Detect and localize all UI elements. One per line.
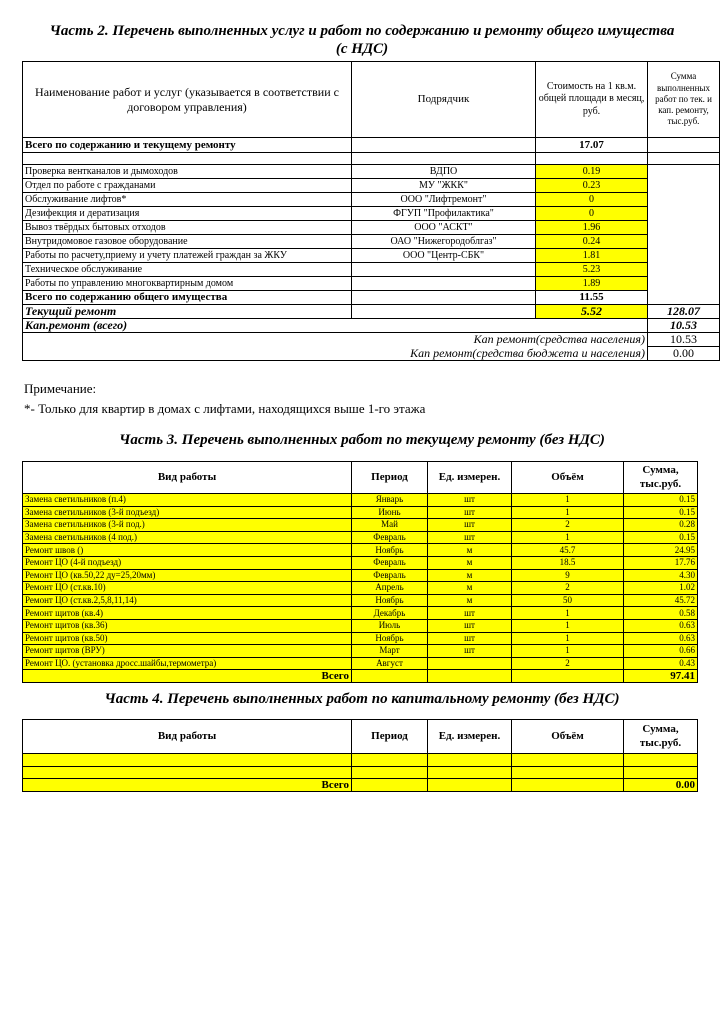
work-row-volume: 9 — [512, 569, 624, 582]
part3-title: Часть 3. Перечень выполненных работ по текущему ремонту (без НДС) — [119, 432, 605, 448]
service-row: Отдел по работе с гражданами МУ "ЖКК" 0.23 — [23, 179, 720, 193]
service-row: Работы по расчету,приему и учету платежей граждан за ЖКУ ООО "Центр-СБК" 1.81 — [23, 249, 720, 263]
p4-header-sum: Сумма, тыс.руб. — [624, 720, 698, 754]
part3-total-sum: 97.41 — [624, 670, 698, 683]
work-row-volume: 18.5 — [512, 556, 624, 569]
work-row-volume: 50 — [512, 594, 624, 607]
work-row-period: Февраль — [352, 531, 428, 544]
row-spacer — [23, 153, 720, 165]
work-row-period: Июль — [352, 619, 428, 632]
work-row-unit: м — [428, 544, 512, 557]
header-sum: Сумма выполненных работ по тек. и кап. ремонту, тыс.руб. — [648, 62, 720, 138]
note-text: *- Только для квартир в домах с лифтами, находящихся выше 1-го этажа — [24, 401, 426, 416]
work-row-volume: 1 — [512, 506, 624, 519]
row-cap-repair — [23, 319, 720, 333]
work-row-period: Апрель — [352, 582, 428, 595]
work-row-sum: 0.66 — [624, 645, 698, 658]
part4-total-label: Всего — [23, 779, 352, 792]
work-row — [23, 582, 698, 595]
work-row-sum: 24.95 — [624, 544, 698, 557]
work-row-work: Ремонт ЦО. (установка дросс.шайбы,термометра) — [23, 657, 352, 670]
work-row-period: Январь — [352, 494, 428, 507]
work-row-period: Июнь — [352, 506, 428, 519]
work-row-work: Замена светильников (3-й под.) — [23, 519, 352, 532]
p4-header-volume: Объём — [512, 720, 624, 754]
work-row — [23, 556, 698, 569]
row-total-maint — [23, 291, 720, 305]
service-row: Дезифекция и дератизация ФГУП "Профилактика" 0 — [23, 207, 720, 221]
note-title: Примечание: — [24, 381, 97, 396]
work-row-period: Ноябрь — [352, 544, 428, 557]
row-current-repair — [23, 305, 720, 319]
part4-header-row — [23, 720, 698, 754]
work-row-sum: 0.43 — [624, 657, 698, 670]
row-total-maint-repair — [23, 138, 720, 153]
header-cost: Стоимость на 1 кв.м. общей площади в месяц, руб. — [536, 62, 648, 138]
total-maint-label: Всего по содержанию общего имущества — [23, 291, 352, 305]
work-row — [23, 632, 698, 645]
part4-empty-row — [23, 766, 698, 779]
work-row-unit: шт — [428, 607, 512, 620]
work-row-work: Ремонт ЦО (4-й подъезд) — [23, 556, 352, 569]
work-row — [23, 657, 698, 670]
service-row: Работы по управлению многоквартирным домом 1.89 — [23, 277, 720, 291]
part2-title — [10, 22, 714, 58]
work-row — [23, 594, 698, 607]
total-maint-repair-label: Всего по содержанию и текущему ремонту — [23, 138, 352, 153]
work-row — [23, 619, 698, 632]
work-row-work: Ремонт щитов (кв.4) — [23, 607, 352, 620]
work-row-period: Февраль — [352, 556, 428, 569]
work-row-volume: 1 — [512, 607, 624, 620]
cap-budget-label: Кап ремонт(средства бюджета и населения) — [23, 347, 648, 361]
total-maint-value: 11.55 — [536, 291, 648, 305]
service-row: Вывоз твёрдых бытовых отходов ООО "АСКТ" 1.96 — [23, 221, 720, 235]
work-row-unit: шт — [428, 494, 512, 507]
current-repair-label: Текущий ремонт — [23, 305, 352, 319]
work-row-volume: 1 — [512, 494, 624, 507]
work-row-unit: шт — [428, 519, 512, 532]
p3-header-sum: Сумма, тыс.руб. — [624, 462, 698, 494]
work-row-work: Замена светильников (4 под.) — [23, 531, 352, 544]
work-row-volume: 2 — [512, 657, 624, 670]
p4-header-period: Период — [352, 720, 428, 754]
work-row-volume: 45.7 — [512, 544, 624, 557]
p3-header-period: Период — [352, 462, 428, 494]
p3-header-unit: Ед. измерен. — [428, 462, 512, 494]
work-row-unit: шт — [428, 632, 512, 645]
work-row-period: Август — [352, 657, 428, 670]
part3-total-label: Всего — [23, 670, 352, 683]
cap-repair-label: Кап.ремонт (всего) — [23, 319, 352, 333]
work-row-period: Декабрь — [352, 607, 428, 620]
work-row-period: Ноябрь — [352, 594, 428, 607]
work-row-sum: 17.76 — [624, 556, 698, 569]
work-row-unit: шт — [428, 619, 512, 632]
cap-budget-sum: 0.00 — [648, 347, 720, 361]
work-row-sum: 4.30 — [624, 569, 698, 582]
total-maint-repair-value: 17.07 — [536, 138, 648, 153]
work-row-period: Март — [352, 645, 428, 658]
p4-header-work: Вид работы — [23, 720, 352, 754]
service-row: Обслуживание лифтов* ООО "Лифтремонт" 0 — [23, 193, 720, 207]
work-row-work: Ремонт щитов (кв.50) — [23, 632, 352, 645]
work-row-unit — [428, 657, 512, 670]
header-contractor: Подрядчик — [352, 62, 536, 138]
part3-body — [23, 494, 698, 670]
work-row-period: Февраль — [352, 569, 428, 582]
part2-header-row — [23, 62, 720, 138]
work-row-sum: 0.63 — [624, 632, 698, 645]
work-row-period: Май — [352, 519, 428, 532]
service-row: Внутридомовое газовое оборудование ОАО "Нижегородоблгаз" 0.24 — [23, 235, 720, 249]
work-row-sum: 0.15 — [624, 494, 698, 507]
p3-header-work: Вид работы — [23, 462, 352, 494]
work-row-unit: шт — [428, 531, 512, 544]
work-row-sum: 0.15 — [624, 506, 698, 519]
work-row-work: Ремонт щитов (кв.36) — [23, 619, 352, 632]
part2-table — [22, 61, 720, 361]
work-row-work: Замена светильников (3-й подъезд) — [23, 506, 352, 519]
work-row-work: Ремонт швов () — [23, 544, 352, 557]
work-row-period: Ноябрь — [352, 632, 428, 645]
work-row-work: Ремонт щитов (ВРУ) — [23, 645, 352, 658]
cap-repair-sum: 10.53 — [648, 319, 720, 333]
part3-header-row — [23, 462, 698, 494]
work-row-volume: 2 — [512, 519, 624, 532]
work-row-unit: м — [428, 582, 512, 595]
work-row — [23, 607, 698, 620]
part4-empty-row — [23, 754, 698, 767]
work-row-unit: м — [428, 569, 512, 582]
work-row-sum: 45.72 — [624, 594, 698, 607]
work-row-sum: 1.02 — [624, 582, 698, 595]
work-row-work: Замена светильников (п.4) — [23, 494, 352, 507]
work-row — [23, 519, 698, 532]
part2-title-line1: Часть 2. Перечень выполненных услуг и работ по содержанию и ремонту общего имущества — [49, 23, 675, 39]
work-row-sum: 0.58 — [624, 607, 698, 620]
work-row — [23, 531, 698, 544]
part3-total-row — [23, 670, 698, 683]
work-row-unit: шт — [428, 645, 512, 658]
work-row — [23, 645, 698, 658]
work-row — [23, 494, 698, 507]
work-row-work: Ремонт ЦО (ст.кв.10) — [23, 582, 352, 595]
p4-header-unit: Ед. измерен. — [428, 720, 512, 754]
current-repair-sum: 128.07 — [648, 305, 720, 319]
work-row-volume: 1 — [512, 531, 624, 544]
work-row-volume: 2 — [512, 582, 624, 595]
p3-header-volume: Объём — [512, 462, 624, 494]
header-name: Наименование работ и услуг (указывается в соответствии с договором управления) — [23, 62, 352, 138]
work-row-unit: м — [428, 594, 512, 607]
service-row: Проверка вентканалов и дымоходов ВДПО 0.19 — [23, 165, 720, 179]
work-row — [23, 506, 698, 519]
part4-total-sum: 0.00 — [624, 779, 698, 792]
part3-table — [22, 461, 698, 683]
work-row — [23, 569, 698, 582]
work-row-sum: 0.63 — [624, 619, 698, 632]
work-row-sum: 0.28 — [624, 519, 698, 532]
cap-residents-sum: 10.53 — [648, 333, 720, 347]
work-row-volume: 1 — [512, 632, 624, 645]
part4-title: Часть 4. Перечень выполненных работ по капитальному ремонту (без НДС) — [104, 691, 620, 707]
part4-total-row — [23, 779, 698, 792]
part4-table — [22, 719, 698, 792]
work-row-work: Ремонт ЦО (кв.50,22 ду=25,20мм) — [23, 569, 352, 582]
work-row-work: Ремонт ЦО (ст.кв.2,5,8,11,14) — [23, 594, 352, 607]
row-cap-budget — [23, 347, 720, 361]
row-cap-residents — [23, 333, 720, 347]
current-repair-cost: 5.52 — [536, 305, 648, 319]
work-row-unit: шт — [428, 506, 512, 519]
service-row: Техническое обслуживание 5.23 — [23, 263, 720, 277]
work-row-unit: м — [428, 556, 512, 569]
cap-residents-label: Кап ремонт(средства населения) — [23, 333, 648, 347]
work-row-sum: 0.15 — [624, 531, 698, 544]
work-row-volume: 1 — [512, 619, 624, 632]
part2-title-line2: (с НДС) — [335, 41, 389, 57]
work-row — [23, 544, 698, 557]
work-row-volume: 1 — [512, 645, 624, 658]
